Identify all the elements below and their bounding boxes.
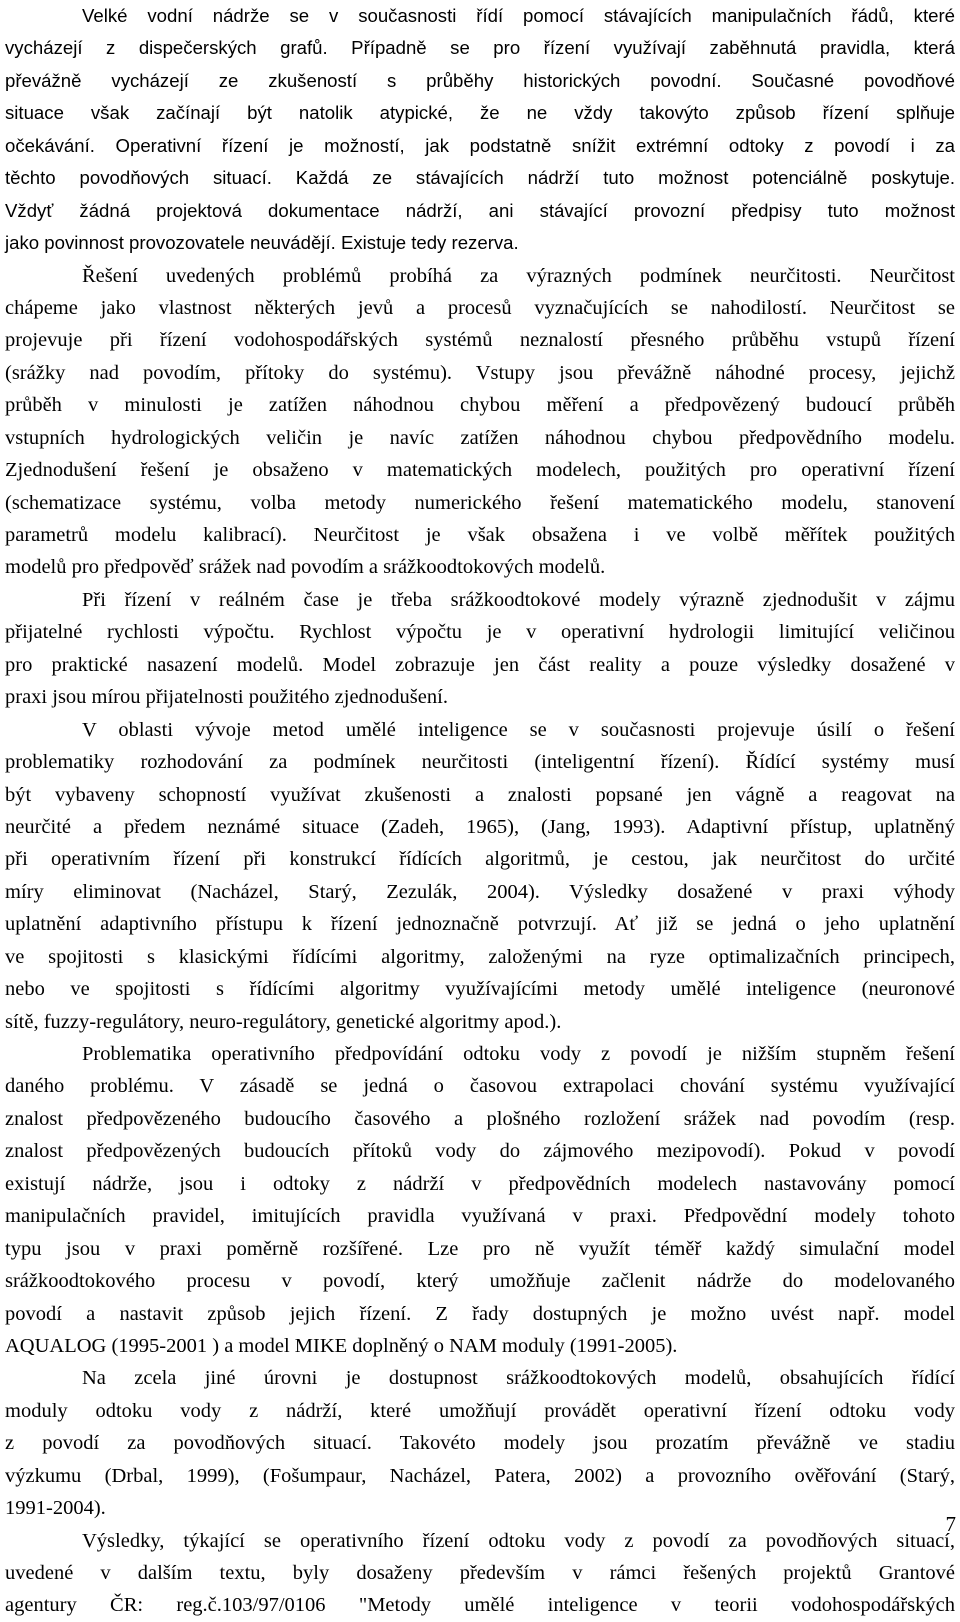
text-line: povodí a nastavit způsob jejich řízení. Z řady dostupných je možno uvést např. model — [5, 1302, 955, 1325]
text-line: Problematika operativního předpovídání odtoku vody z povodí je nižším stupněm řešení — [82, 1043, 955, 1065]
text-line: Velké vodní nádrže se v současnosti řídí pomocí stávajících manipulačních řádů, které — [82, 5, 955, 26]
text-line: moduly odtoku vody z nádrží, které umožňují provádět operativní řízení odtoku vody — [5, 1399, 955, 1422]
text-line: chápeme jako vlastnost některých jevů a procesů vyznačujících se nahodilostí. Neurčitost se — [5, 296, 955, 319]
text-line: problematiky rozhodování za podmínek neurčitosti (inteligentní řízení). Řídící systémy musí — [5, 751, 955, 774]
body-text — [5, 0, 955, 1622]
text-line: neurčité a předem neznámé situace (Zadeh, 1965), (Jang, 1993). Adaptivní přístup, uplatněný — [5, 815, 955, 838]
text-line: znalost předpovězených budoucích přítoků vody do zájmového mezipovodí). Pokud v povodí — [5, 1140, 955, 1163]
text-line: pro praktické nasazení modelů. Model zobrazuje jen část reality a pouze výsledky dosažené v — [5, 653, 955, 676]
text-line: typu jsou v praxi poměrně rozšířené. Lze pro ně využít téměř každý simulační model — [5, 1237, 955, 1260]
text-line: sítě, fuzzy-regulátory, neuro-regulátory, genetické algoritmy apod.). — [5, 1010, 562, 1033]
text-line: AQUALOG (1995-2001 ) a model MIKE doplněný o NAM moduly (1991-2005). — [5, 1334, 678, 1357]
text-line: míry eliminovat (Nacházel, Starý, Zezulák, 2004). Výsledky dosažené v praxi výhody — [5, 880, 955, 903]
text-line: Na zcela jiné úrovni je dostupnost srážkoodtokových modelů, obsahujících řídící — [82, 1367, 955, 1390]
text-line: těchto povodňových situací. Každá ze stávajících nádrží tuto možnost potenciálně poskytuje. — [5, 167, 955, 189]
text-line: průběh v minulosti je zatížen náhodnou chybou měření a předpovězený budoucí průběh — [5, 394, 955, 417]
text-line: manipulačních pravidel, imitujících pravidla využívaná v praxi. Předpovědní modely tohoto — [5, 1205, 955, 1228]
text-line: být vybaveny schopností využívat zkušenosti a znalosti popsané jen vágně a reagovat na — [5, 783, 955, 806]
text-line: jako povinnost provozovatele neuvádějí. Existuje tedy rezerva. — [5, 232, 519, 254]
text-line: očekávání. Operativní řízení je možností, jak podstatně snížit extrémní odtoky z povodí i za — [5, 134, 955, 156]
text-line: Při řízení v reálném čase je třeba srážkoodtokové modely výrazně zjednodušit v zájmu — [82, 588, 955, 611]
text-line: parametrů modelu kalibrací). Neurčitost je však obsažena i ve volbě měřítek použitých — [5, 524, 955, 546]
text-line: daného problému. V zásadě se jedná o časovou extrapolaci chování systému využívající — [5, 1075, 955, 1098]
text-line: z povodí za povodňových situací. Takovéto modely jsou prozatím převážně ve stadiu — [5, 1432, 955, 1455]
text-line: projevuje při řízení vodohospodářských systémů neznalostí přesného průběhu vstupů řízení — [5, 329, 955, 352]
document-page — [5, 0, 955, 1622]
text-line: situace však začínají být natolik atypické, že ne vždy takovýto způsob řízení splňuje — [5, 102, 955, 124]
text-line: Zjednodušení řešení je obsaženo v matematických modelech, použitých pro operativní řízení — [5, 459, 955, 482]
text-line: agentury ČR: reg.č.103/97/0106 "Metody umělé inteligence v teorii vodohospodářských — [5, 1594, 955, 1617]
text-line: přijatelné rychlosti výpočtu. Rychlost výpočtu je v operativní hydrologii limitující veličinou — [5, 621, 955, 644]
page-number: 7 — [945, 1512, 956, 1536]
text-line: uplatnění adaptivního přístupu k řízení jednoznačně potvrzují. Ať již se jedná o jeho uplatnění — [5, 913, 955, 936]
text-line: vstupních hydrologických veličin je navíc zatížen náhodnou chybou předpovědního modelu. — [5, 426, 955, 449]
text-line: uvedené v dalším textu, byly dosaženy především v rámci řešených projektů Grantové — [5, 1562, 955, 1584]
text-line: Výsledky, týkající se operativního řízení odtoku vody z povodí za povodňových situací, — [82, 1529, 955, 1552]
text-line: (schematizace systému, volba metody numerického řešení matematického modelu, stanovení — [5, 491, 955, 514]
text-line: vycházejí z dispečerských grafů. Případně se pro řízení využívají zaběhnutá pravidla, která — [5, 37, 955, 59]
text-line: převážně vycházejí ze zkušeností s průběhy historických povodní. Současné povodňové — [5, 69, 955, 91]
text-line: při operativním řízení při konstrukcí řídících algoritmů, je cestou, jak neurčitost do určité — [5, 848, 955, 871]
text-line: Řešení uvedených problémů probíhá za výrazných podmínek neurčitosti. Neurčitost — [82, 264, 955, 287]
text-line: srážkoodtokového procesu v povodí, který umožňuje začlenit nádrže do modelovaného — [5, 1270, 955, 1293]
text-line: nebo ve spojitosti s řídícími algoritmy využívajícími metody umělé inteligence (neuronové — [5, 978, 955, 1001]
text-line: (srážky nad povodím, přítoky do systému). Vstupy jsou převážně náhodné procesy, jejichž — [5, 361, 955, 384]
text-line: praxi jsou mírou přijatelnosti použitého zjednodušení. — [5, 686, 448, 709]
text-line: výzkumu (Drbal, 1999), (Fošumpaur, Nacházel, Patera, 2002) a provozního ověřování (Starý, — [5, 1464, 955, 1487]
text-line: ve spojitosti s klasickými řídícími algoritmy, založenými na ryze optimalizačních principech, — [5, 945, 955, 968]
text-line: V oblasti vývoje metod umělé inteligence se v současnosti projevuje úsilí o řešení — [82, 718, 955, 741]
text-line: 1991-2004). — [5, 1497, 106, 1520]
text-line: Vždyť žádná projektová dokumentace nádrží, ani stávající provozní předpisy tuto možnost — [5, 199, 955, 221]
text-line: znalost předpovězeného budoucího časového a plošného rozložení srážek nad povodím (resp. — [5, 1107, 955, 1130]
text-line: existují nádrže, jsou i odtoky z nádrží v předpovědních modelech nastavovány pomocí — [5, 1172, 955, 1195]
text-line: modelů pro předpověď srážek nad povodím a srážkoodtokových modelů. — [5, 556, 606, 579]
